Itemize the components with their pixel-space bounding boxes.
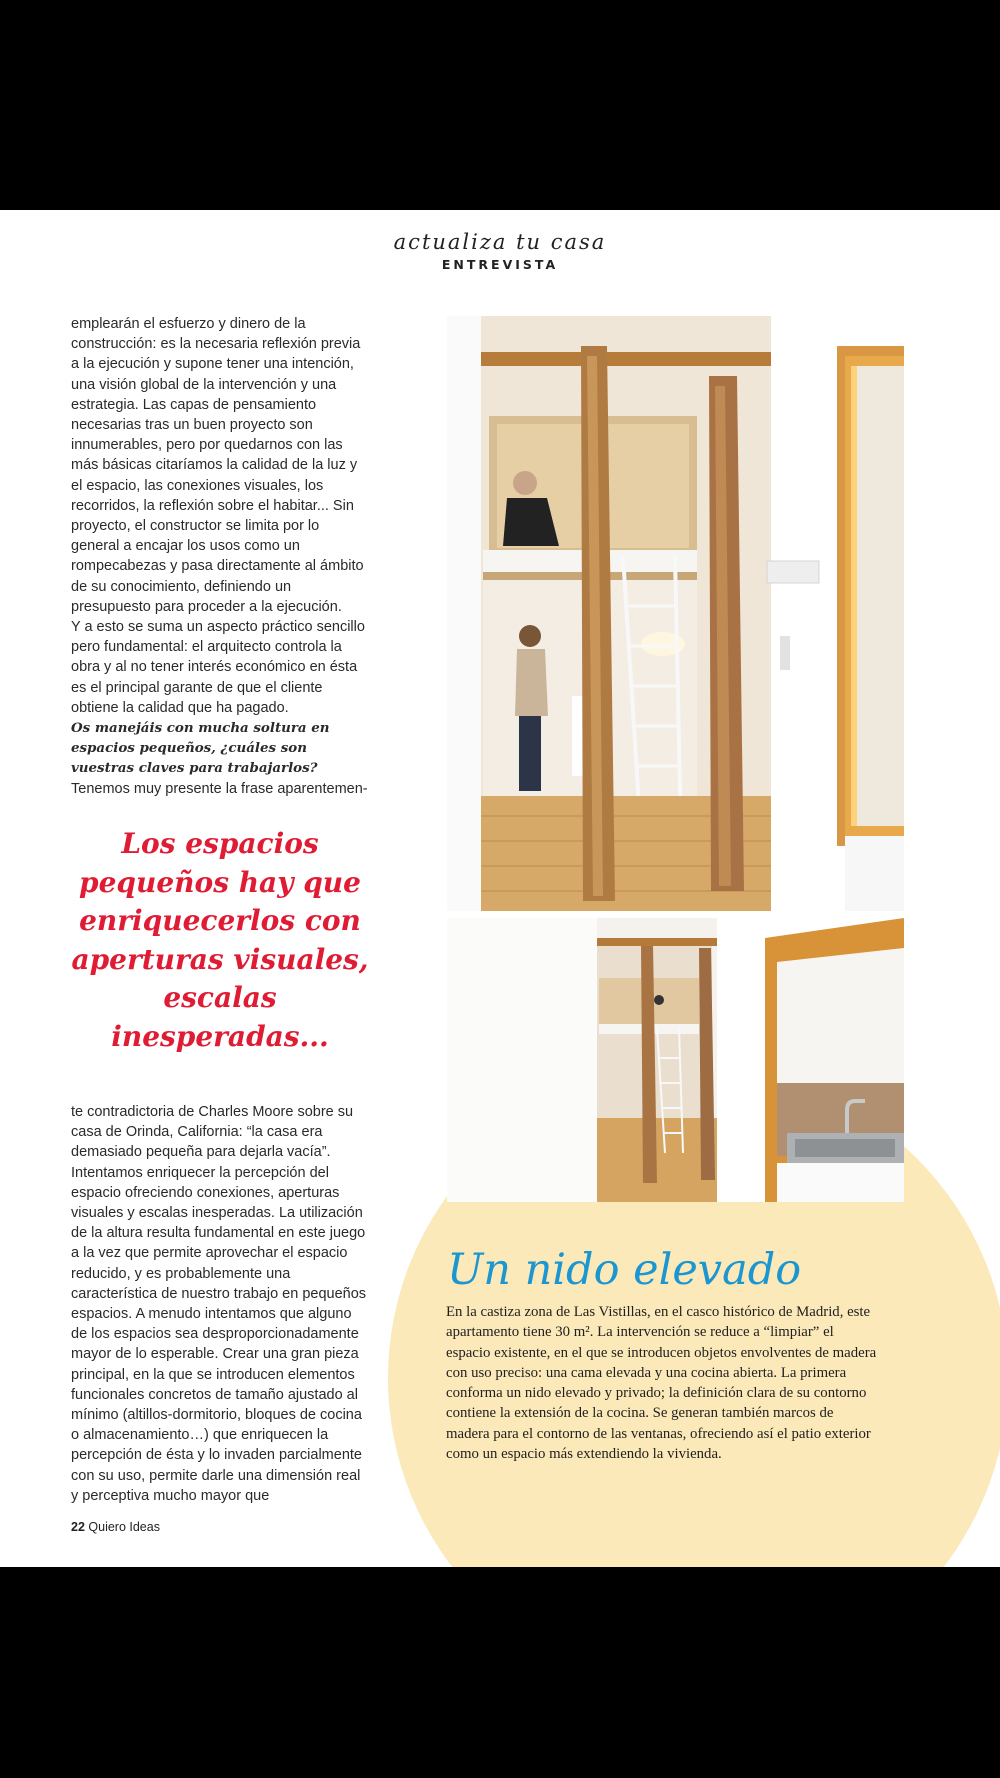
body-paragraph: te contradictoria de Charles Moore sobre su casa de Orinda, California: “la casa era demasiado pequeña para dejarla vacía”. Intentamos enriquecer la percepción del espacio ofreciendo conexiones, aperturas visuales y escalas inesperadas. La utilización de la altura resulta fundamental en este juego a la vez que permite aprovechar el espacio reducido, y es probablemente una característica de nuestro trabajo en pequeños espacios. A menudo intentamos que alguno de los espacios sea desproporcionadamente mayor de lo esperable. Crear una gran pieza principal, en la que se introducen elementos funcionales concretos de tamaño ajustado al mínimo (altillos-dormitorio, bloques de cocina o almacenamiento…) que enriquecen la percepción de ésta y lo invaden parcialmente con su uso, permite darle una dimensión real y perceptiva mucho mayor que — [71, 1104, 367, 1504]
section-subtitle: ENTREVISTA — [441, 257, 559, 272]
section-title: actualiza tu casa — [393, 230, 607, 254]
kitchen-illustration — [447, 918, 904, 1202]
body-paragraph: emplearán el esfuerzo y dinero de la construcción: es la necesaria reflexión previa a la ejecución y supone tener una intención, una visión global de la intervención y una estrategia. Las capas de pensamiento necesarias tras un buen proyecto son innumerables, pero por quedarnos con las más básicas citaríamos la calidad de la luz y el espacio, las conexiones visuales, los recorridos, la reflexión sobre el habitar... Sin proyecto, el constructor se limita por lo general a encajar los usos como un rompecabezas y pasa directamente al ámbito de su conocimiento, definiendo un presupuesto para proceder a la ejecución. — [71, 316, 364, 615]
body-paragraph: Y a esto se suma un aspecto práctico sencillo pero fundamental: el arquitecto controla la obra y al no tener interés económico en ésta es el principal garante de que el cliente obtiene la calidad que ha pagado. — [71, 619, 365, 716]
page-footer — [71, 1520, 160, 1534]
loft-bed-illustration — [447, 316, 904, 911]
pull-quote: Los espacios pequeños hay que enriquecerlos con aperturas visuales, escalas inesperadas... — [71, 827, 369, 1053]
interview-question: Os manejáis con mucha soltura en espacios pequeños, ¿cuáles son vuestras claves para trabajarlos? — [71, 720, 330, 777]
kitchen-photo — [447, 918, 904, 1202]
text-column-top — [71, 314, 371, 799]
sidebar-title: Un nido elevado — [447, 1245, 802, 1295]
magazine-name: Quiero Ideas — [88, 1520, 160, 1534]
text-column-bottom — [71, 1102, 371, 1506]
sidebar-body: En la castiza zona de Las Vistillas, en el casco histórico de Madrid, este apartamento tiene 30 m². La intervención se reduce a “limpiar” el espacio existente, en el que se introducen objetos envolventes de madera con uso preciso: una cama elevada y una cocina abierta. La primera conforma un nido elevado y privado; la definición clara de su contorno contiene la extensión de la cocina. Se generan también marcos de madera para el contorno de las ventanas, ofreciendo así el patio exterior como un espacio más extendiendo la vivienda. — [446, 1304, 877, 1463]
magazine-page — [0, 210, 1000, 1567]
body-paragraph: Tenemos muy presente la frase aparentemen- — [71, 780, 368, 797]
loft-bed-photo — [447, 316, 904, 911]
page-number: 22 — [71, 1520, 85, 1534]
